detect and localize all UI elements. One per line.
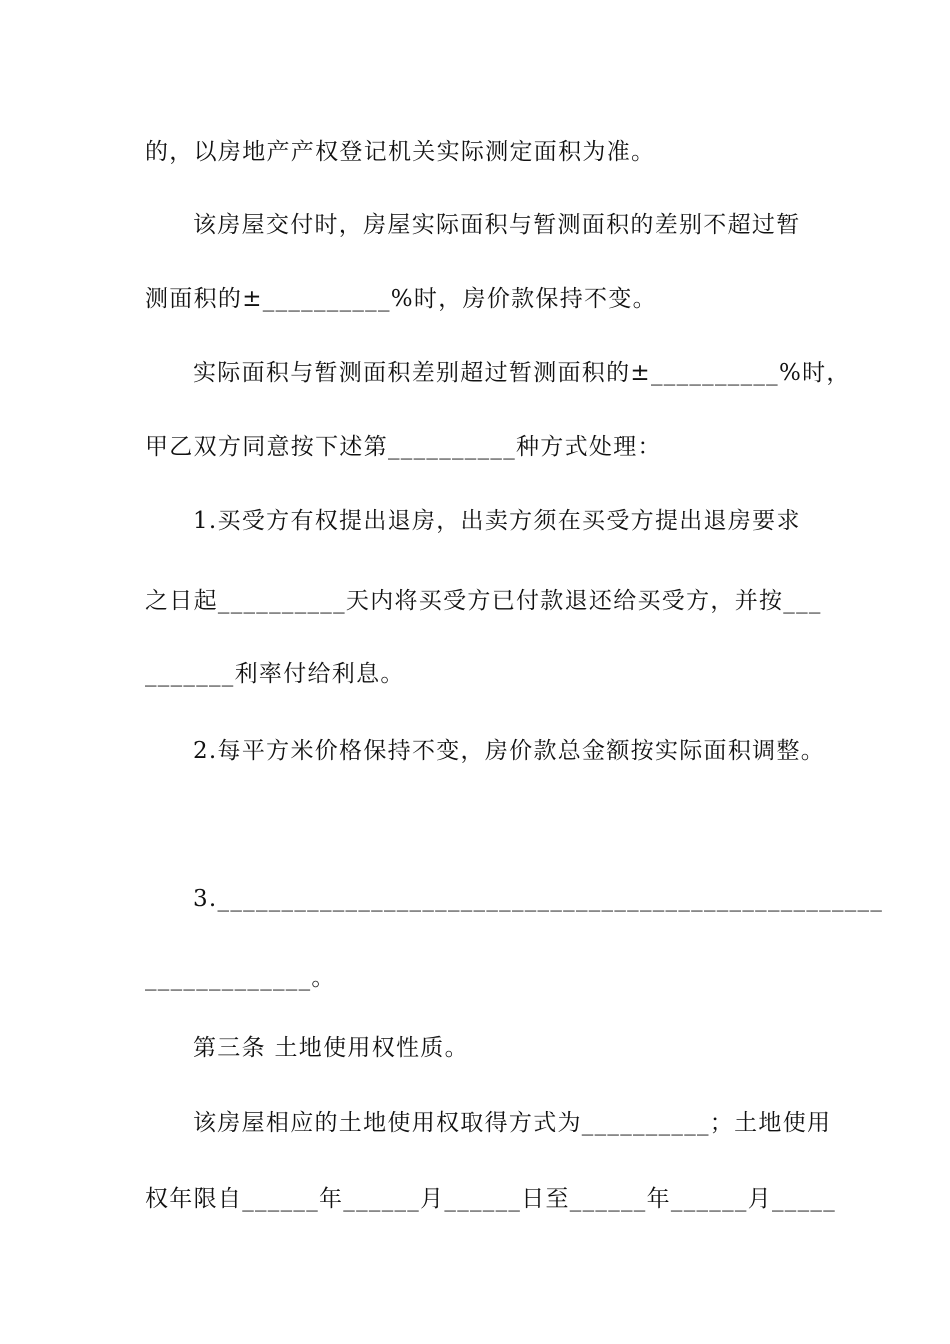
article-heading: 第三条 土地使用权性质。 [193,1035,469,1061]
paragraph-line: 甲乙双方同意按下述第__________种方式处理： [145,434,662,460]
paragraph-line: 实际面积与暂测面积差别超过暂测面积的±__________%时， [193,360,851,386]
paragraph-line: 测面积的±__________%时，房价款保持不变。 [145,286,657,312]
paragraph-line: 1.买受方有权提出退房，出卖方须在买受方提出退房要求 [193,508,801,534]
paragraph-line: 的，以房地产产权登记机关实际测定面积为准。 [145,139,656,165]
paragraph-line: 权年限自______年______月______日至______年______月_____ [145,1186,836,1212]
paragraph-line: _____________。 [145,965,336,991]
paragraph-line: 该房屋交付时，房屋实际面积与暂测面积的差别不超过暂 [193,212,801,238]
paragraph-line: 之日起__________天内将买受方已付款退还给买受方，并按___ [145,588,822,614]
paragraph-line: 2.每平方米价格保持不变，房价款总金额按实际面积调整。 [193,738,826,764]
paragraph-line: 3.____________________________________________________ [193,886,884,912]
paragraph-line: 该房屋相应的土地使用权取得方式为__________；土地使用 [193,1110,832,1136]
paragraph-line: _______利率付给利息。 [145,661,405,687]
